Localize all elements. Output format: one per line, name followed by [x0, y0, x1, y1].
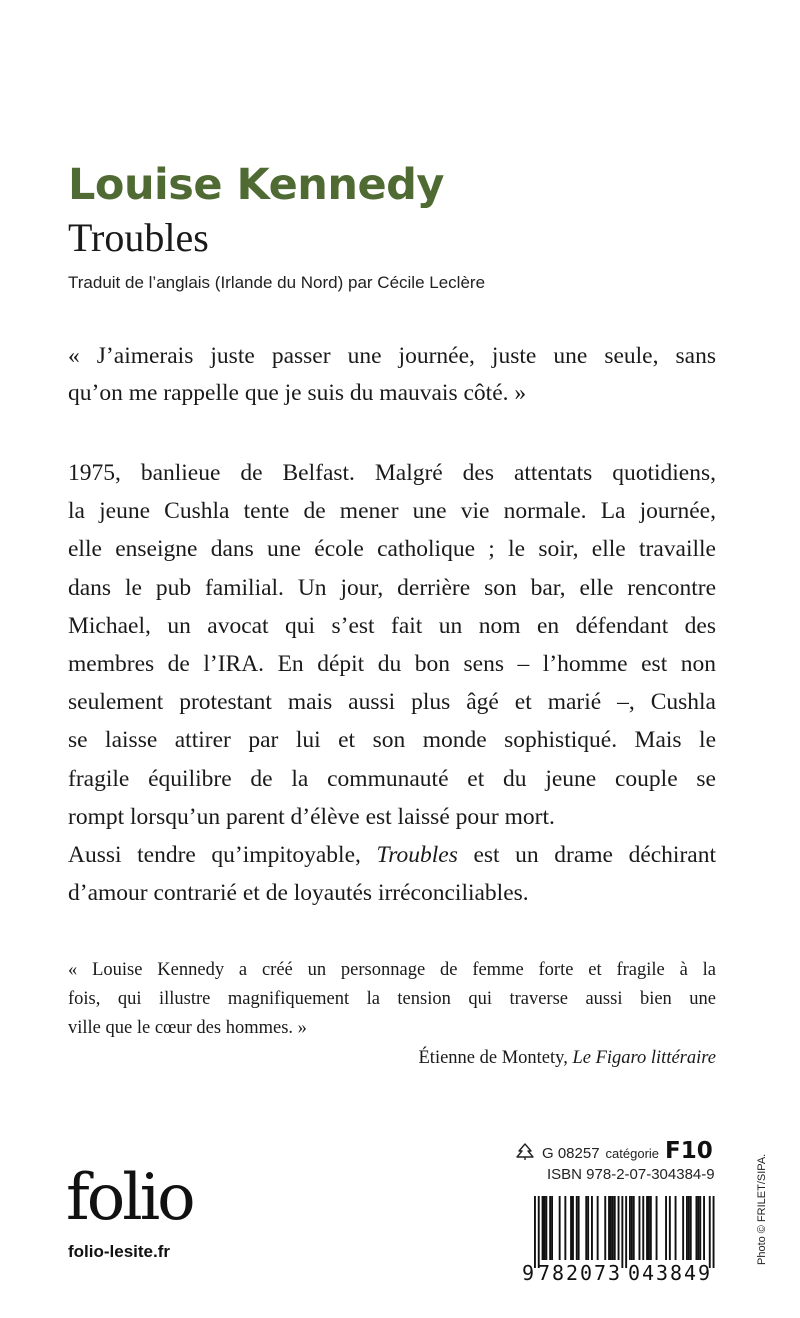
barcode-bar	[576, 1196, 578, 1260]
barcode-bar	[696, 1196, 698, 1260]
synopsis-line: 1975, banlieue de Belfast. Malgré des attentats quotidiens,	[68, 460, 716, 486]
barcode-digit-lead: 9	[522, 1261, 535, 1282]
synopsis-line: Michael, un avocat qui s’est fait un nom en défendant des	[68, 612, 716, 639]
folio-logo: folio	[66, 1161, 193, 1235]
barcode-bar	[713, 1196, 715, 1268]
barcode-bar	[534, 1196, 536, 1268]
barcode-bar	[614, 1196, 616, 1260]
barcode-bar	[538, 1196, 540, 1268]
barcode-bar	[585, 1196, 587, 1260]
synopsis-line: la jeune Cushla tente de mener une vie normale. La journée,	[68, 498, 716, 525]
synopsis-line: membres de l’IRA. En dépit du bon sens – l’homme est non	[68, 651, 716, 678]
synopsis-title-italic: Troubles	[376, 842, 458, 869]
quote-line: « J’aimerais juste passer une journée, juste une seule, sans	[68, 343, 716, 369]
barcode-bar	[618, 1196, 620, 1260]
synopsis-line: rompt lorsqu’un parent d’élève est laissé pour mort.	[68, 803, 555, 830]
barcode-bar	[597, 1196, 599, 1260]
reviewer-name: Étienne de Montety,	[418, 1048, 573, 1068]
barcode-bar	[591, 1196, 593, 1260]
barcode-bar	[608, 1196, 610, 1260]
barcode-bar	[648, 1196, 650, 1260]
barcode-bar	[587, 1196, 589, 1260]
synopsis-line: elle enseigne dans une école catholique ; le soir, elle travaille	[68, 536, 716, 563]
synopsis-line: se laisse attirer par lui et son monde sophistiqué. Mais le	[68, 727, 716, 754]
barcode-bar	[699, 1196, 701, 1260]
synopsis-text: Aussi tendre qu’impitoyable,	[68, 842, 377, 869]
epigraph-quote	[68, 338, 716, 412]
synopsis-line: d’amour contrarié et de loyautés irréconciliables.	[68, 880, 529, 907]
synopsis-line: fragile équilibre de la communauté et du jeune couple se	[68, 765, 716, 792]
review-line: fois, qui illustre magnifiquement la tension qui traverse aussi bien une	[68, 989, 716, 1009]
review-publication: Le Figaro littéraire	[572, 1048, 716, 1068]
barcode-bar	[686, 1196, 688, 1260]
category-code: F10	[665, 1138, 713, 1164]
barcode-bar	[646, 1196, 648, 1260]
barcode-bar	[549, 1196, 551, 1260]
barcode-bar	[709, 1196, 711, 1268]
press-review	[68, 956, 716, 1043]
translator-credit: Traduit de l’anglais (Irlande du Nord) par Cécile Leclère	[68, 273, 486, 292]
barcode-bar	[570, 1196, 572, 1260]
barcode-bar	[682, 1196, 684, 1260]
barcode-bar	[697, 1196, 699, 1260]
synopsis-line	[68, 836, 716, 874]
book-title: Troubles	[68, 215, 209, 260]
barcode-bar	[604, 1196, 606, 1260]
barcode-bar	[572, 1196, 574, 1260]
barcode-bar	[559, 1196, 561, 1260]
barcode-bar	[650, 1196, 652, 1260]
barcode-digits-left: 782073	[538, 1261, 620, 1282]
barcode-bar	[625, 1196, 627, 1268]
barcode-bar	[642, 1196, 644, 1260]
barcode-bar	[544, 1196, 546, 1260]
quote-line: qu’on me rappelle que je suis du mauvais côté. »	[68, 380, 527, 406]
barcode-bar	[633, 1196, 635, 1260]
barcode-bar	[564, 1196, 566, 1260]
synopsis-line: dans le pub familial. Un jour, derrière son bar, elle rencontre	[68, 574, 716, 601]
barcode-bar	[669, 1196, 671, 1260]
barcode-bar	[656, 1196, 658, 1260]
barcode-bar	[610, 1196, 612, 1260]
barcode-bar	[545, 1196, 547, 1260]
publisher-website: folio-lesite.fr	[68, 1242, 171, 1261]
barcode-bar	[578, 1196, 580, 1260]
product-code-line	[514, 1138, 713, 1164]
folio-tree-icon	[514, 1142, 536, 1160]
barcode-bar	[703, 1196, 705, 1260]
barcode-bar	[639, 1196, 641, 1260]
barcode-bar	[542, 1196, 544, 1260]
synopsis	[68, 454, 716, 912]
isbn-barcode	[522, 1196, 718, 1282]
barcode-bar	[675, 1196, 677, 1260]
review-line: ville que le cœur des hommes. »	[68, 1018, 307, 1038]
barcode-bar	[665, 1196, 667, 1260]
review-line: « Louise Kennedy a créé un personnage de femme forte et fragile à la	[68, 960, 716, 980]
synopsis-line: seulement protestant mais aussi plus âgé et marié –, Cushla	[68, 689, 716, 716]
barcode-bar	[688, 1196, 690, 1260]
isbn: ISBN 978-2-07-304384-9	[547, 1166, 715, 1183]
product-code: G 08257	[542, 1145, 600, 1162]
photo-credit: Photo © FRILET/SIPA.	[756, 1153, 768, 1265]
review-source	[419, 1048, 717, 1069]
synopsis-text: est un drame déchirant	[457, 842, 716, 869]
barcode-bar	[690, 1196, 692, 1260]
barcode-bar	[621, 1196, 623, 1268]
barcode-bar	[551, 1196, 553, 1260]
barcode-digits-right: 043849	[628, 1261, 710, 1282]
author-name: Louise Kennedy	[68, 160, 444, 210]
barcode-bar	[629, 1196, 631, 1260]
category-label: catégorie	[605, 1146, 660, 1161]
barcode-bar	[631, 1196, 633, 1260]
barcode-bar	[612, 1196, 614, 1260]
